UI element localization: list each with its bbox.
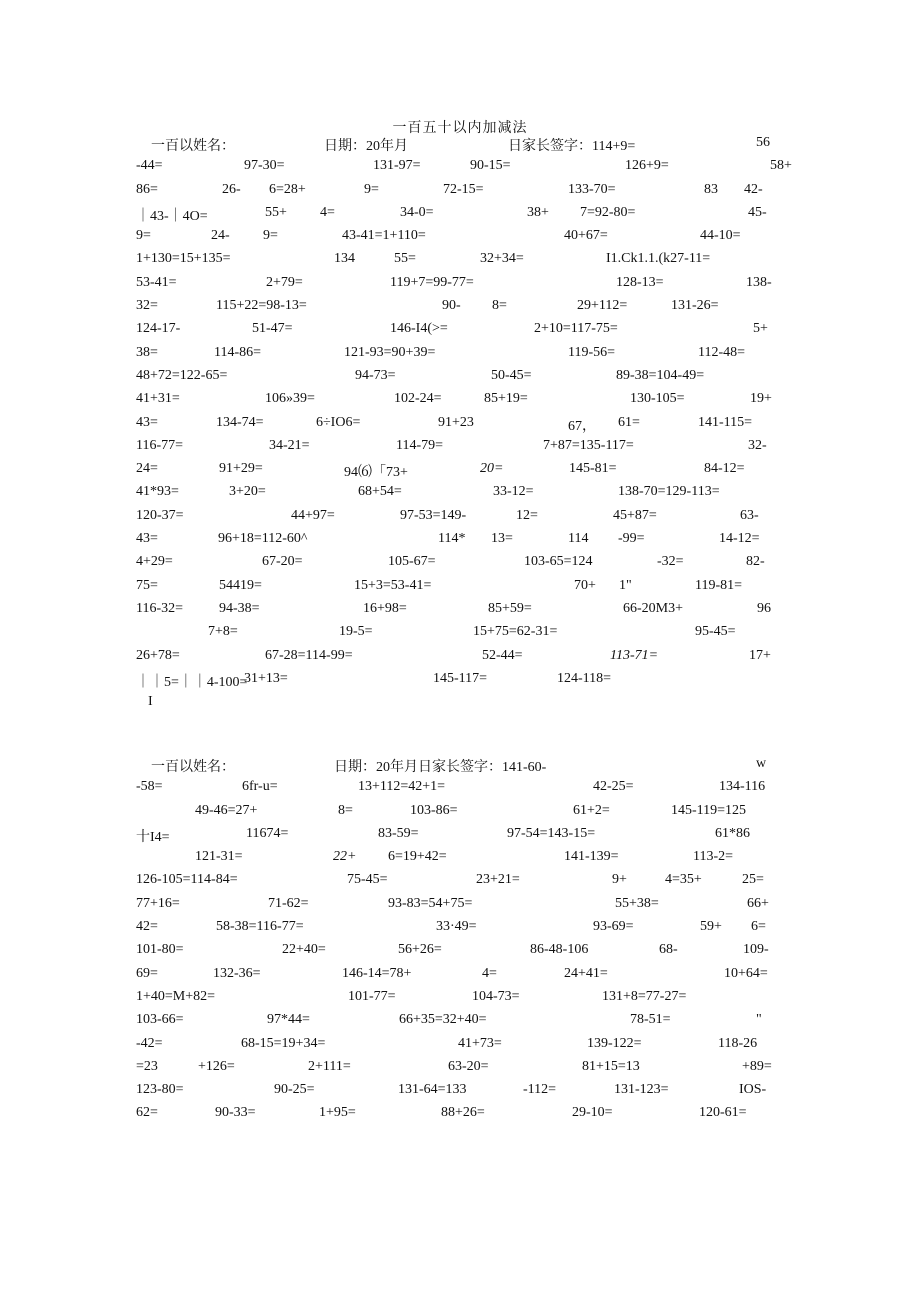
equation-text: 145-117= <box>433 670 488 686</box>
equation-text: 114-86= <box>214 344 262 360</box>
equation-text: 日期：20年月日家长签字：141-60- <box>334 760 547 775</box>
equation-text: 97*44= <box>267 1012 310 1028</box>
equation-text: 67-28=114-99= <box>265 647 353 663</box>
equation-text: 26+78= <box>136 647 180 663</box>
equation-text: 41+31= <box>136 391 180 407</box>
equation-text: 112-48= <box>698 344 746 360</box>
equation-text: 119+7=99-77= <box>390 274 474 290</box>
equation-text: 141-139= <box>564 849 619 865</box>
equation-text: 102-24= <box>394 391 442 407</box>
worksheet-row <box>136 872 776 895</box>
equation-text: 83-59= <box>378 825 419 841</box>
equation-text: 2+79= <box>266 274 303 290</box>
equation-text: 70+ <box>574 577 596 593</box>
page-title: 一百五十以内加减法 <box>392 121 528 136</box>
equation-text: 85+19= <box>484 391 528 407</box>
equation-text: 29+112= <box>577 298 628 314</box>
worksheet-row <box>136 345 776 368</box>
equation-text: 94-38= <box>219 600 260 616</box>
equation-text: 6÷IO6= <box>316 414 361 430</box>
equation-text: 55+38= <box>615 895 659 911</box>
worksheet-row <box>136 671 776 694</box>
equation-text: 104-73= <box>472 988 520 1004</box>
equation-text: IOS- <box>739 1082 767 1098</box>
equation-text: 134-74= <box>216 414 264 430</box>
equation-text: 89-38=104-49= <box>616 367 705 383</box>
equation-text: 58-38=116-77= <box>216 919 304 935</box>
equation-text: 145-81= <box>569 461 617 477</box>
equation-text: 61*86 <box>715 825 750 841</box>
equation-text: 42-25= <box>593 779 634 795</box>
equation-text: 81+15=13 <box>582 1058 640 1074</box>
equation-text: I <box>148 694 153 710</box>
worksheet-section-1 <box>136 135 792 717</box>
equation-text: -44= <box>136 158 163 174</box>
equation-text: 43-41=1+110= <box>342 228 426 244</box>
worksheet-row <box>136 779 776 802</box>
equation-text: 105-67= <box>388 554 436 570</box>
equation-text: ｜｜5=｜｜4-100= <box>136 674 248 690</box>
equation-text: 90- <box>442 298 461 314</box>
equation-text: 63- <box>740 507 759 523</box>
worksheet-row <box>136 391 776 414</box>
equation-text: 62= <box>136 1105 158 1121</box>
equation-text: ｜43-｜4O= <box>136 208 208 224</box>
equation-text: 67， <box>568 418 596 434</box>
worksheet-row <box>136 554 776 577</box>
equation-text: 22+40= <box>282 942 326 958</box>
worksheet-row <box>136 1105 776 1128</box>
equation-text: 2+111= <box>308 1058 351 1074</box>
equation-text: 119-81= <box>695 577 743 593</box>
equation-text: 4= <box>482 965 497 981</box>
equation-text: 94⑹「73+ <box>344 465 408 481</box>
equation-text: 61+2= <box>573 802 610 818</box>
equation-text: 6=19+42= <box>388 849 447 865</box>
equation-text: 58+ <box>770 158 792 174</box>
equation-text: 63-20= <box>448 1058 489 1074</box>
equation-text: 101-80= <box>136 942 184 958</box>
equation-text: 114* <box>438 531 466 547</box>
equation-text: 96+18=112-60^ <box>218 531 308 547</box>
equation-text: 一百以姓名： <box>151 760 235 775</box>
equation-text: 13+112=42+1= <box>358 779 446 795</box>
equation-text: 114 <box>568 531 589 547</box>
equation-text: 一百以姓名： <box>151 139 235 154</box>
equation-text: 72-15= <box>443 181 484 197</box>
equation-text: 45+87= <box>613 507 657 523</box>
equation-text: 33-12= <box>493 484 534 500</box>
equation-text: w <box>756 756 767 771</box>
equation-text: 55= <box>394 251 416 267</box>
equation-text: 114-79= <box>396 437 444 453</box>
equation-text: 45- <box>748 204 767 220</box>
equation-text: 75-45= <box>347 872 388 888</box>
equation-text: 146-I4(>= <box>390 321 448 337</box>
equation-text: 134 <box>334 251 355 267</box>
worksheet-row <box>136 826 776 849</box>
equation-text: 1+130=15+135= <box>136 251 231 267</box>
worksheet-row <box>136 919 776 942</box>
equation-text: 96 <box>757 600 771 616</box>
equation-text: 97-30= <box>244 158 285 174</box>
worksheet-row <box>136 648 776 671</box>
equation-text: 44+97= <box>291 507 335 523</box>
equation-text: 68- <box>659 942 678 958</box>
equation-text: 6= <box>751 919 766 935</box>
worksheet-row <box>136 461 776 484</box>
worksheet-row <box>136 694 776 717</box>
equation-text: 10+64= <box>724 965 768 981</box>
equation-text: 78-51= <box>630 1012 671 1028</box>
equation-text: 133-70= <box>568 181 616 197</box>
worksheet-row <box>136 1059 776 1082</box>
worksheet-row <box>136 321 776 344</box>
equation-text: 34-0= <box>400 204 434 220</box>
equation-text: 7=92-80= <box>580 204 636 220</box>
equation-text: +126= <box>198 1058 235 1074</box>
equation-text: 86= <box>136 181 158 197</box>
equation-text: 88+26= <box>441 1105 485 1121</box>
equation-text: 19+ <box>750 391 772 407</box>
worksheet-row <box>136 803 776 826</box>
equation-text: 56 <box>756 135 770 150</box>
equation-text: 42- <box>744 181 763 197</box>
worksheet-row <box>136 228 776 251</box>
equation-text: 15+75=62-31= <box>473 624 558 640</box>
worksheet-row <box>136 896 776 919</box>
equation-text: 90-15= <box>470 158 511 174</box>
equation-text: 59+ <box>700 919 722 935</box>
equation-text: 91+29= <box>219 461 263 477</box>
equation-text: 12= <box>516 507 538 523</box>
equation-text: 124-17- <box>136 321 181 337</box>
equation-text: 131-123= <box>614 1082 669 1098</box>
worksheet-row <box>136 251 776 274</box>
equation-text: 15+3=53-41= <box>354 577 432 593</box>
equation-text: 66+ <box>747 895 769 911</box>
worksheet-row <box>136 849 776 872</box>
equation-text: 97-54=143-15= <box>507 825 596 841</box>
equation-text: 67-20= <box>262 554 303 570</box>
equation-text: 77+16= <box>136 895 180 911</box>
equation-text: 115+22=98-13= <box>216 298 307 314</box>
equation-text: 130-105= <box>630 391 685 407</box>
equation-text: 41*93= <box>136 484 179 500</box>
equation-text: 90-25= <box>274 1082 315 1098</box>
equation-text: " <box>756 1012 762 1028</box>
equation-text: 31+13= <box>244 670 288 686</box>
equation-text: 日家长签字：114+9= <box>508 139 636 154</box>
equation-text: 42= <box>136 919 158 935</box>
equation-text: 51-47= <box>252 321 293 337</box>
equation-text: 9+ <box>612 872 627 888</box>
equation-text: 日期：20年月 <box>324 139 408 154</box>
worksheet-row <box>136 298 776 321</box>
equation-text: 53-41= <box>136 274 177 290</box>
equation-text: 120-37= <box>136 507 184 523</box>
equation-text: 120-61= <box>699 1105 747 1121</box>
equation-text: 121-93=90+39= <box>344 344 436 360</box>
equation-text: 9= <box>263 228 278 244</box>
worksheet-row <box>136 135 776 158</box>
equation-text: 85+59= <box>488 600 532 616</box>
equation-text: 68-15=19+34= <box>241 1035 326 1051</box>
worksheet-row <box>136 1082 776 1105</box>
equation-text: 83 <box>704 181 718 197</box>
equation-text: 32= <box>136 298 158 314</box>
equation-text: 7+8= <box>208 624 238 640</box>
equation-text: 94-73= <box>355 367 396 383</box>
equation-text: 44-10= <box>700 228 741 244</box>
equation-text: 109- <box>743 942 769 958</box>
equation-text: 106»39= <box>265 391 315 407</box>
equation-text: 34-21= <box>269 437 310 453</box>
equation-text: 32- <box>748 437 767 453</box>
worksheet-row <box>136 438 776 461</box>
equation-text: 97-53=149- <box>400 507 467 523</box>
equation-text: 118-26 <box>718 1035 758 1051</box>
equation-text: 3+20= <box>229 484 266 500</box>
equation-text: 55+ <box>265 204 287 220</box>
equation-text: 54419= <box>219 577 262 593</box>
equation-text: 86-48-106 <box>530 942 589 958</box>
equation-text: 4+29= <box>136 554 173 570</box>
worksheet-row <box>136 368 776 391</box>
worksheet-row <box>136 158 792 181</box>
worksheet-row <box>136 624 776 647</box>
equation-text: 1" <box>619 577 632 593</box>
worksheet-row <box>136 275 776 298</box>
equation-text: 131-26= <box>671 298 719 314</box>
equation-text: 33·49= <box>436 919 477 935</box>
equation-text: 40+67= <box>564 228 608 244</box>
worksheet-row <box>136 1036 776 1059</box>
worksheet-section-2 <box>136 756 776 1129</box>
equation-text: 113-2= <box>693 849 734 865</box>
equation-text: 138-70=129-113= <box>618 484 720 500</box>
equation-text: 13= <box>491 531 513 547</box>
equation-text: 43= <box>136 414 158 430</box>
equation-text: 113-71= <box>610 647 659 663</box>
equation-text: 93-83=54+75= <box>388 895 473 911</box>
equation-text: 20= <box>480 461 504 477</box>
equation-text: 43= <box>136 531 158 547</box>
equation-text: 17+ <box>749 647 771 663</box>
equation-text: 19-5= <box>339 624 373 640</box>
equation-text: 68+54= <box>358 484 402 500</box>
worksheet-row <box>136 756 776 779</box>
equation-text: 4= <box>320 204 335 220</box>
equation-text: 138- <box>746 274 772 290</box>
equation-text: 5+ <box>753 321 768 337</box>
equation-text: 93-69= <box>593 919 634 935</box>
equation-text: 十I4= <box>136 829 170 845</box>
equation-text: 103-66= <box>136 1012 184 1028</box>
worksheet-row <box>136 415 776 438</box>
equation-text: 101-77= <box>348 988 396 1004</box>
equation-text: 119-56= <box>568 344 616 360</box>
equation-text: 128-13= <box>616 274 664 290</box>
equation-text: 1+40=M+82= <box>136 988 216 1004</box>
equation-text: 14-12= <box>719 531 760 547</box>
equation-text: 66+35=32+40= <box>399 1012 487 1028</box>
equation-text: 84-12= <box>704 461 745 477</box>
equation-text: 131+8=77-27= <box>602 988 687 1004</box>
worksheet-row <box>136 508 776 531</box>
equation-text: 29-10= <box>572 1105 613 1121</box>
equation-text: 123-80= <box>136 1082 184 1098</box>
equation-text: 7+87=135-117= <box>543 437 634 453</box>
equation-text: 146-14=78+ <box>342 965 412 981</box>
equation-text: 48+72=122-65= <box>136 367 228 383</box>
equation-text: 126-105=114-84= <box>136 872 238 888</box>
equation-text: 145-119=125 <box>671 802 747 818</box>
equation-text: 131-64=133 <box>398 1082 467 1098</box>
equation-text: 32+34= <box>480 251 524 267</box>
equation-text: 56+26= <box>398 942 442 958</box>
equation-text: 23+21= <box>476 872 520 888</box>
equation-text: -58= <box>136 779 163 795</box>
equation-text: 66-20M3+ <box>623 600 684 616</box>
equation-text: 6fr-u= <box>242 779 278 795</box>
equation-text: 71-62= <box>268 895 309 911</box>
equation-text: 9= <box>136 228 151 244</box>
equation-text: -42= <box>136 1035 163 1051</box>
equation-text: 82- <box>746 554 765 570</box>
equation-text: 22+ <box>333 849 357 865</box>
worksheet-row <box>136 182 776 205</box>
equation-text: 26- <box>222 181 241 197</box>
equation-text: -99= <box>618 531 645 547</box>
equation-text: 69= <box>136 965 158 981</box>
equation-text: -112= <box>523 1082 557 1098</box>
worksheet-row <box>136 966 776 989</box>
equation-text: 90-33= <box>215 1105 256 1121</box>
equation-text: 95-45= <box>695 624 736 640</box>
equation-text: 103-86= <box>410 802 458 818</box>
equation-text: 131-97= <box>373 158 421 174</box>
equation-text: 25= <box>742 872 764 888</box>
equation-text: 24- <box>211 228 230 244</box>
equation-text: 1+95= <box>319 1105 356 1121</box>
equation-text: +89= <box>742 1058 772 1074</box>
equation-text: 6=28+ <box>269 181 306 197</box>
worksheet-row <box>136 942 776 965</box>
equation-text: 24= <box>136 461 158 477</box>
worksheet-row <box>136 989 776 1012</box>
equation-text: 11674= <box>246 825 289 841</box>
equation-text: 126+9= <box>625 158 669 174</box>
equation-text: 61= <box>618 414 640 430</box>
equation-text: I1.Ck1.1.(k27-11= <box>606 251 711 267</box>
equation-text: 141-115= <box>698 414 753 430</box>
equation-text: 41+73= <box>458 1035 502 1051</box>
equation-text: 49-46=27+ <box>195 802 258 818</box>
equation-text: 52-44= <box>482 647 523 663</box>
equation-text: 16+98= <box>363 600 407 616</box>
worksheet-row <box>136 205 776 228</box>
equation-text: =23 <box>136 1058 158 1074</box>
equation-text: 8= <box>338 802 353 818</box>
worksheet-row <box>136 578 776 601</box>
equation-text: 24+41= <box>564 965 608 981</box>
equation-text: 134-116 <box>719 779 766 795</box>
worksheet-row <box>136 1012 776 1035</box>
equation-text: 38= <box>136 344 158 360</box>
equation-text: 38+ <box>527 204 549 220</box>
worksheet-row <box>136 484 776 507</box>
equation-text: 121-31= <box>195 849 243 865</box>
equation-text: 139-122= <box>587 1035 642 1051</box>
equation-text: 8= <box>492 298 507 314</box>
equation-text: 9= <box>364 181 379 197</box>
equation-text: 132-36= <box>213 965 261 981</box>
equation-text: 116-32= <box>136 600 184 616</box>
equation-text: 116-77= <box>136 437 184 453</box>
equation-text: 50-45= <box>491 367 532 383</box>
equation-text: 103-65=124 <box>524 554 593 570</box>
equation-text: 124-118= <box>557 670 612 686</box>
equation-text: -32= <box>657 554 684 570</box>
worksheet-row <box>136 531 776 554</box>
equation-text: 4=35+ <box>665 872 702 888</box>
equation-text: 2+10=117-75= <box>534 321 618 337</box>
equation-text: 75= <box>136 577 158 593</box>
equation-text: 91+23 <box>438 414 474 430</box>
worksheet-row <box>136 601 776 624</box>
